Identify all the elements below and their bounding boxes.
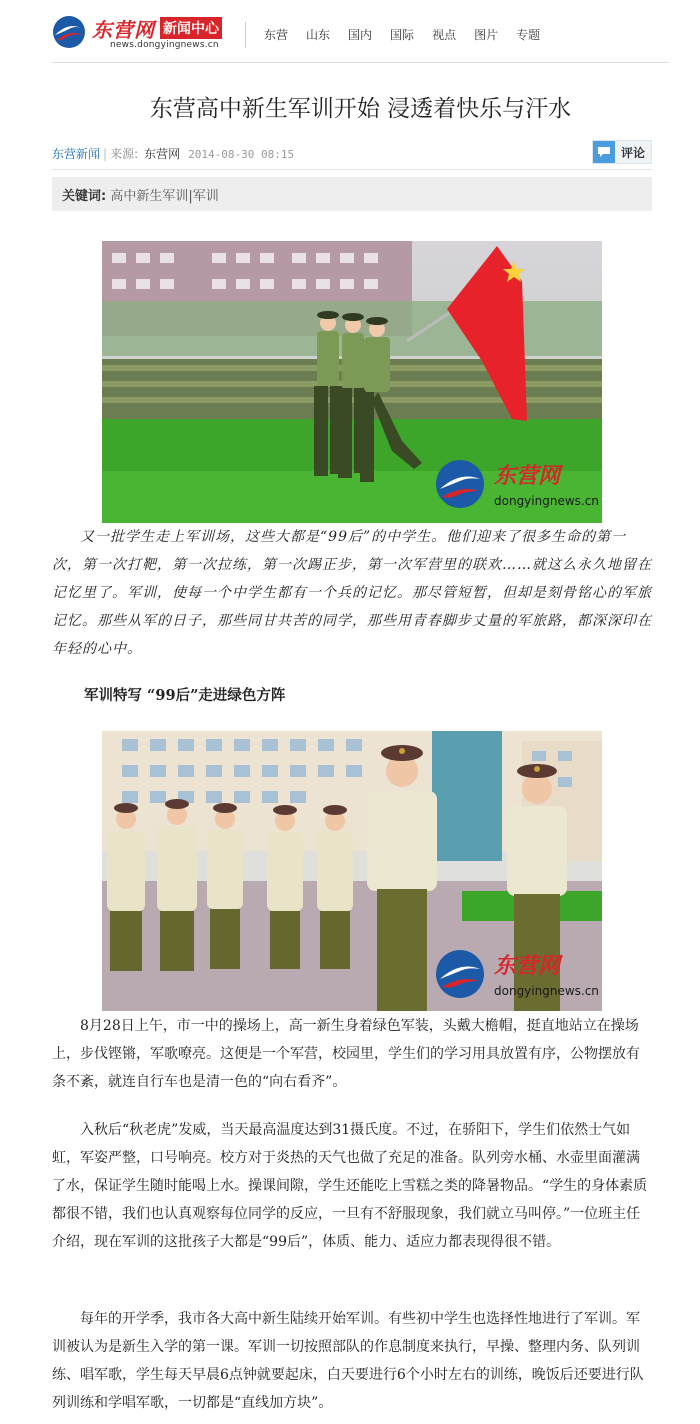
site-header xyxy=(52,14,669,62)
comment-button[interactable] xyxy=(592,140,652,164)
nav-item-shandong[interactable]: 山东 xyxy=(306,28,331,42)
keywords-bar xyxy=(52,177,652,211)
category-link[interactable]: 东营新闻 xyxy=(52,147,101,161)
meta-separator: | xyxy=(103,147,108,161)
keywords-label: 关键词: xyxy=(62,189,107,204)
globe-logo-icon xyxy=(52,15,86,49)
source-label: 来源: xyxy=(110,147,139,161)
site-logo[interactable] xyxy=(52,14,232,54)
photo-watermark-url: dongyingnews.cn xyxy=(494,984,599,998)
main-nav xyxy=(264,26,558,43)
paragraph-morning-scene: 8月28日上午，市一中的操场上，高一新生身着绿色军装，头戴大檐帽，挺直地站立在操场上，步伐铿锵，军歌嘹亮。这便是一个军营，校园里，学生们的学习用具放置有序，公物摆放有条不紊，就连自行车也是清一色的“向右看齐”。 xyxy=(52,1018,640,1090)
publish-date: 2014-08-30 08:15 xyxy=(188,148,295,161)
article-meta xyxy=(52,145,294,162)
nav-item-topics[interactable]: 专题 xyxy=(516,28,541,42)
paragraph-heat: 入秋后“秋老虎”发威，当天最高温度达到31摄氏度。不过，在骄阳下，学生们依然士气如虹，军姿严整，口号响亮。校方对于炎热的天气也做了充足的准备。队列旁水桶、水壶里面灌满了水，保证学生随时能喝上水。操课间隙，学生还能吃上雪糕之类的降暑物品。“学生的身体素质都很不错，我们也认真观察每位同学的反应，一旦有不舒服现象，我们就立马叫停。”一位班主任介绍，现在军训的这批孩子大都是“99后”，体质、能力、适应力都表现得很不错。 xyxy=(52,1122,648,1250)
comment-label: 评论 xyxy=(621,145,646,160)
photo-watermark-url: dongyingnews.cn xyxy=(494,494,599,508)
nav-item-photos[interactable]: 图片 xyxy=(474,28,499,42)
section-subheading: 军训特写 “99后”走进绿色方阵 xyxy=(84,687,286,704)
photo-watermark-name: 东营网 xyxy=(494,953,561,979)
nav-item-viewpoint[interactable]: 视点 xyxy=(432,28,457,42)
article-photo-marching xyxy=(102,731,602,1011)
nav-item-domestic[interactable]: 国内 xyxy=(348,28,373,42)
logo-section-badge: 新闻中心 xyxy=(160,17,222,39)
paragraph-intro: 又一批学生走上军训场，这些大都是“99后”的中学生。他们迎来了很多生命的第一次，第一次打靶，第一次拉练，第一次踢正步，第一次军营里的联欢……就这么永久地留在记忆里了。军训，使每一个中学生都有一个兵的记忆。那尽管短暂，但却是刻骨铭心的军旅记忆。那些从军的日子，那些同甘共苦的同学，那些用青春脚步丈量的军旅路，都深深印在年轻的心中。 xyxy=(52,529,652,657)
nav-item-international[interactable]: 国际 xyxy=(390,28,415,42)
nav-item-dongying[interactable]: 东营 xyxy=(264,28,289,42)
source-name: 东营网 xyxy=(144,147,181,161)
article-photo-flag-guard xyxy=(102,241,602,523)
header-divider-line xyxy=(52,62,669,63)
logo-url: news.dongyingnews.cn xyxy=(110,40,219,50)
header-divider xyxy=(245,22,246,48)
keywords-value[interactable]: 高中新生军训|军训 xyxy=(110,189,219,204)
photo-watermark-name: 东营网 xyxy=(494,463,561,489)
speech-bubble-icon xyxy=(593,141,615,163)
paragraph-schedule: 每年的开学季，我市各大高中新生陆续开始军训。有些初中学生也选择性地进行了军训。军训被认为是新生入学的第一课。军训一切按照部队的作息制度来执行，早操、整理内务、队列训练、唱军歌，学生每天早晨6点钟就要起床，白天要进行6个小时左右的训练，晚饭后还要进行队列训练和学唱军歌，一切都是“直线加方块”。 xyxy=(52,1311,644,1411)
article-title: 东营高中新生军训开始 浸透着快乐与汗水 xyxy=(149,96,572,122)
meta-divider xyxy=(52,169,652,170)
logo-name: 东营网 xyxy=(92,18,155,42)
